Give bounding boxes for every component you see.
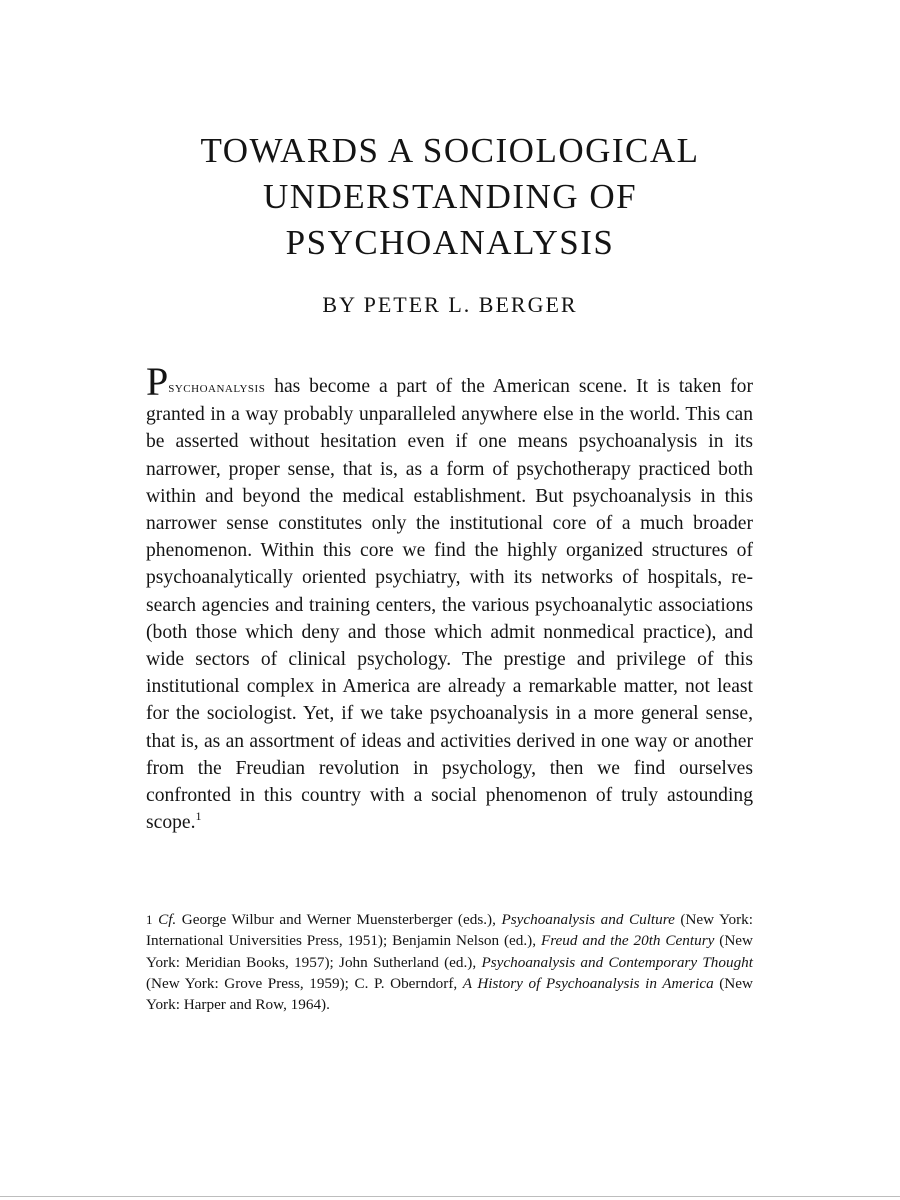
footnote-text-2: (New York: International Universities Press, 1951); Benjamin Nelson (ed.), — [146, 911, 754, 950]
footnote-book-4: A History of Psychoanalysis in America — [462, 974, 714, 992]
body-paragraph — [146, 359, 753, 836]
footnote-reference[interactable]: 1 — [195, 809, 202, 824]
footnote — [146, 909, 753, 1015]
footnote-number: 1 — [146, 912, 153, 927]
title-line-3: PSYCHOANALYSIS — [285, 223, 615, 262]
footnote-book-1: Psychoanalysis and Culture — [501, 911, 675, 928]
drop-cap: P — [146, 359, 169, 404]
footnote-book-2: Freud and the 20th Century — [540, 932, 715, 950]
footnote-text-4: (New York: Grove Press, 1959); C. P. Oberndorf, — [146, 974, 463, 992]
body-text: has become a part of the American scene. It is taken for granted in a way probably unparalleled anywhere else in the world. This can be asserted without hesitation even if one means psychoanalysis in its narrower, proper sense, that is, as a form of psychotherapy practiced both within and beyond the medical establishment. But psychoanalysis in this narrower sense constitutes only the institutional core of a much broader phenomenon. Within this core we find the highly organized structures of psychoanalytically oriented psychiatry, with its networks of hospitals, research agencies and training centers, the various psychoanalytic associations (both those which deny and those which admit nonmedical practice), and wide sectors of clinical psychology. The prestige and privilege of this institutional complex in America are already a remarkable matter, not least for the sociologist. Yet, if we take psychoanalysis in a more general sense, that is, as an assortment of ideas and activities derived in one way or another from the Freudian revolution in psychology, then we find ourselves confronted in this country with a social phenomenon of truly astounding scope. — [146, 376, 753, 834]
page-bottom-rule — [0, 1196, 900, 1197]
footnote-text-1: George Wilbur and Werner Muensterberger (eds.), — [176, 911, 502, 928]
title-line-1: TOWARDS A SOCIOLOGICAL — [200, 131, 700, 170]
lead-small-caps: sychoanalysis — [168, 379, 266, 396]
title-line-2: UNDERSTANDING OF — [262, 177, 638, 216]
article-title — [0, 128, 900, 266]
footnote-cf: Cf. — [158, 911, 177, 928]
author-byline: BY PETER L. BERGER — [322, 292, 578, 317]
footnote-book-3: Psychoanalysis and Contemporary Thought — [481, 953, 753, 971]
footnote-text-3: (New York: Meridian Books, 1957); John Sutherland (ed.), — [146, 932, 753, 971]
footnote-text-5: (New York: Harper and Row, 1964). — [146, 974, 753, 1014]
